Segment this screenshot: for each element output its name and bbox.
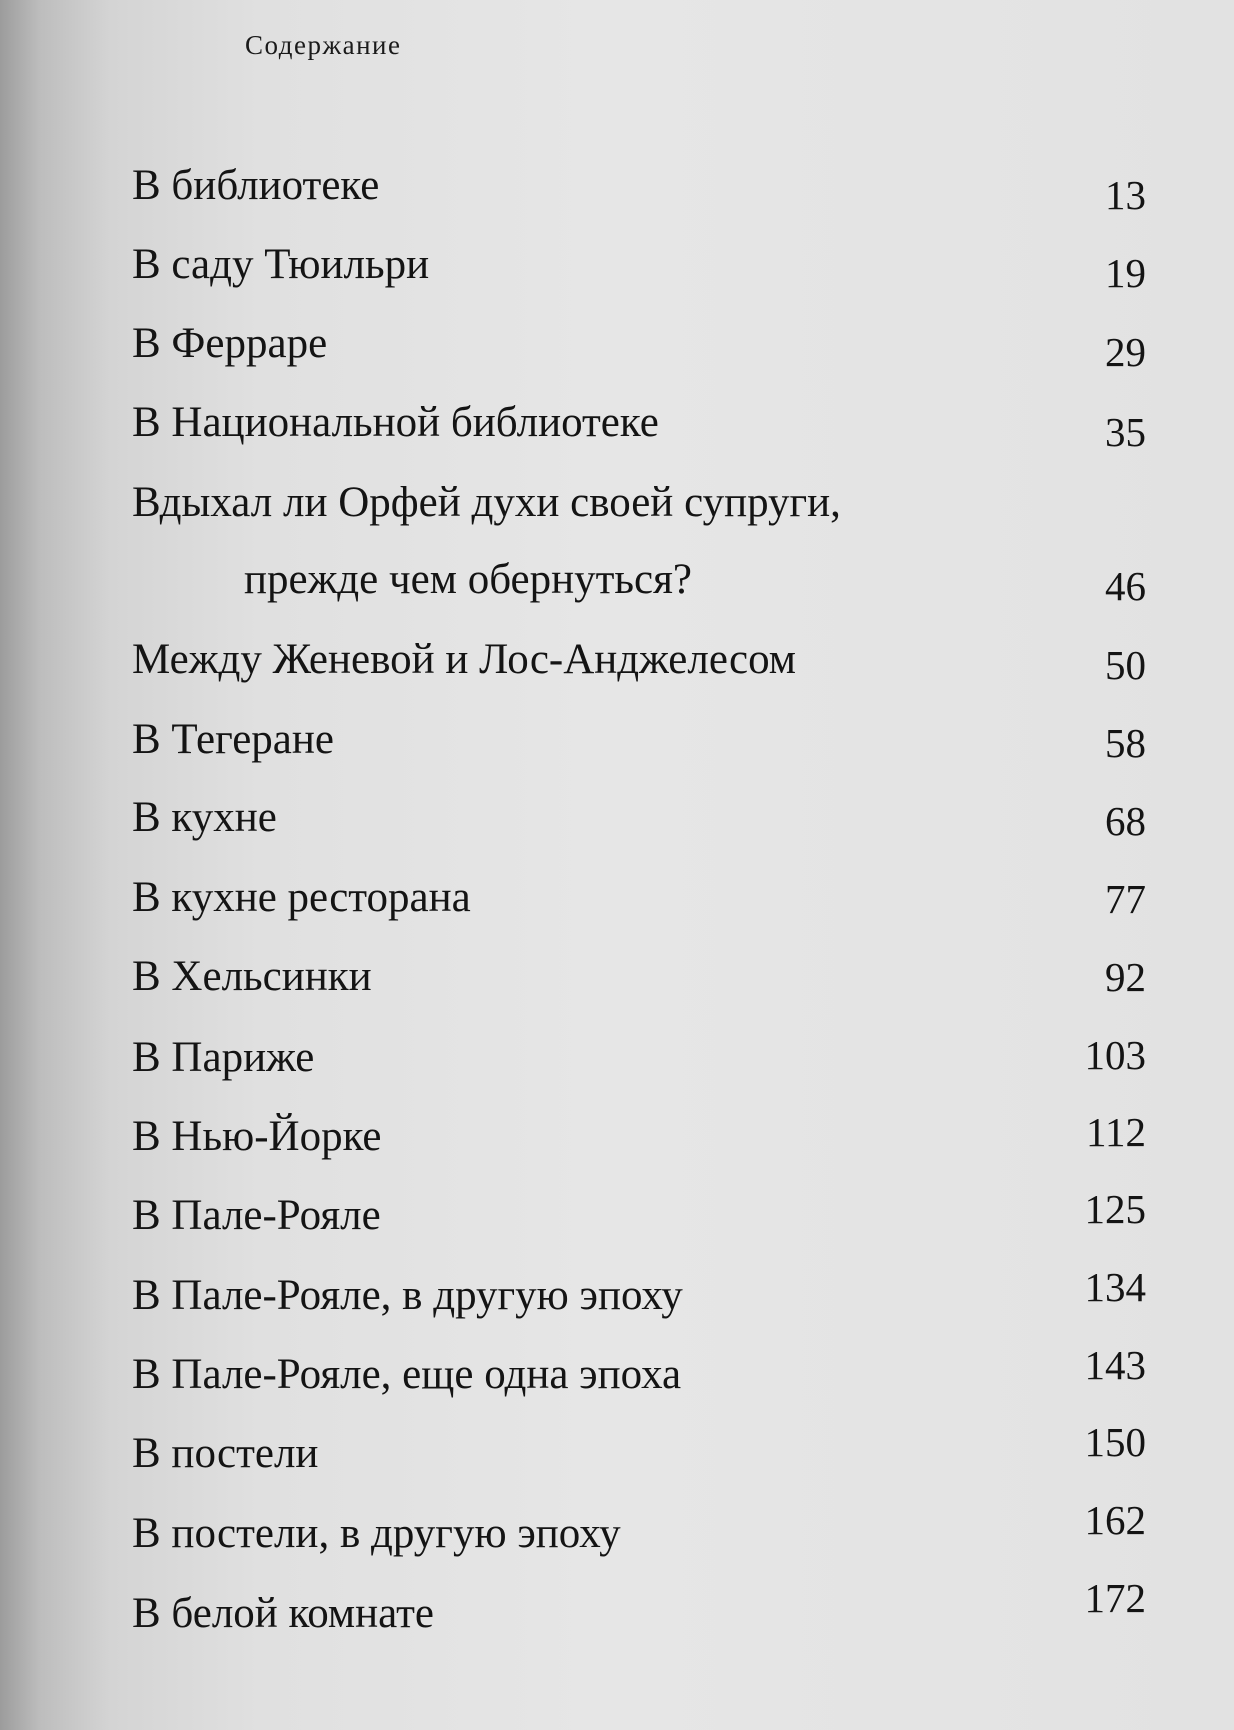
toc-entry-title: В Пале-Рояле, в другую эпоху: [132, 1272, 683, 1319]
toc-entry: [0, 788, 1234, 848]
toc-entry-page: 134: [1084, 1264, 1146, 1310]
toc-entry-title: В Ферраре: [132, 320, 328, 367]
toc-entry-page: 125: [1084, 1186, 1146, 1232]
toc-entry: [0, 1028, 1234, 1088]
toc-entry-page: 143: [1084, 1342, 1146, 1388]
toc-entry: [0, 235, 1234, 295]
toc-entry: [0, 630, 1234, 690]
toc-entry-title: В Тегеране: [132, 716, 334, 763]
toc-entry-title: В Нью-Йорке: [132, 1113, 382, 1160]
toc-entry: [0, 710, 1234, 770]
toc-entry-page: 77: [1105, 876, 1146, 922]
toc-entry: [0, 393, 1234, 453]
toc-entry-page: 150: [1084, 1419, 1146, 1465]
toc-entry: [0, 1497, 1234, 1564]
toc-entry: [0, 156, 1234, 216]
toc-entry-page: 112: [1086, 1109, 1146, 1155]
toc-entry: [0, 1107, 1234, 1167]
toc-entry: [0, 473, 1234, 533]
toc-entry: [0, 947, 1234, 1007]
toc-entry-title: В Пале-Рояле, еще одна эпоха: [132, 1351, 682, 1398]
toc-entry-title: В постели: [132, 1430, 319, 1477]
toc-entry-page: 50: [1105, 642, 1146, 688]
toc-entry-title: В Хельсинки: [132, 953, 372, 1000]
toc-entry-title: В библиотеке: [132, 162, 380, 209]
toc-entry: [0, 868, 1234, 928]
toc-entry-page: 162: [1084, 1497, 1146, 1543]
toc-entry: [0, 1266, 1234, 1326]
toc-entry-title: В постели, в другую эпоху: [132, 1510, 621, 1557]
toc-entry-title: Между Женевой и Лос-Анджелесом: [132, 636, 796, 683]
toc-entry-page: 58: [1105, 720, 1146, 766]
running-head: Содержание: [245, 30, 402, 60]
toc-entry-title: В Пале-Рояле: [132, 1192, 381, 1239]
toc-entry-page: 103: [1084, 1032, 1146, 1078]
toc-entry-page: 92: [1105, 954, 1146, 1000]
toc-entry-title: В белой комнате: [132, 1590, 435, 1637]
toc-entry-page: 46: [1105, 563, 1146, 609]
toc-entry: [0, 1186, 1234, 1246]
toc-entry-page: 68: [1105, 798, 1146, 844]
toc-entry: [0, 314, 1234, 374]
toc-entry-title: прежде чем обернуться?: [244, 556, 692, 603]
toc-entry-page: 19: [1105, 250, 1146, 296]
toc-entry-title: В кухне ресторана: [132, 874, 471, 921]
toc-entry: [0, 1419, 1234, 1484]
toc-entry-page: 29: [1105, 329, 1146, 375]
toc-entry-page: 35: [1105, 409, 1146, 455]
toc-entry-title: В Национальной библиотеке: [132, 399, 659, 446]
toc-entry-title: В Париже: [132, 1034, 315, 1081]
toc-entry: [0, 550, 1234, 610]
toc-entry: [0, 1342, 1234, 1405]
toc-entry-page: 172: [1084, 1575, 1146, 1621]
toc-entry-title: В саду Тюильри: [132, 241, 430, 288]
toc-entry: [0, 1575, 1234, 1644]
toc-entry-title: В кухне: [132, 794, 277, 841]
toc-entry-title: Вдыхал ли Орфей духи своей супруги,: [132, 479, 841, 526]
toc-entry-page: 13: [1105, 172, 1146, 218]
